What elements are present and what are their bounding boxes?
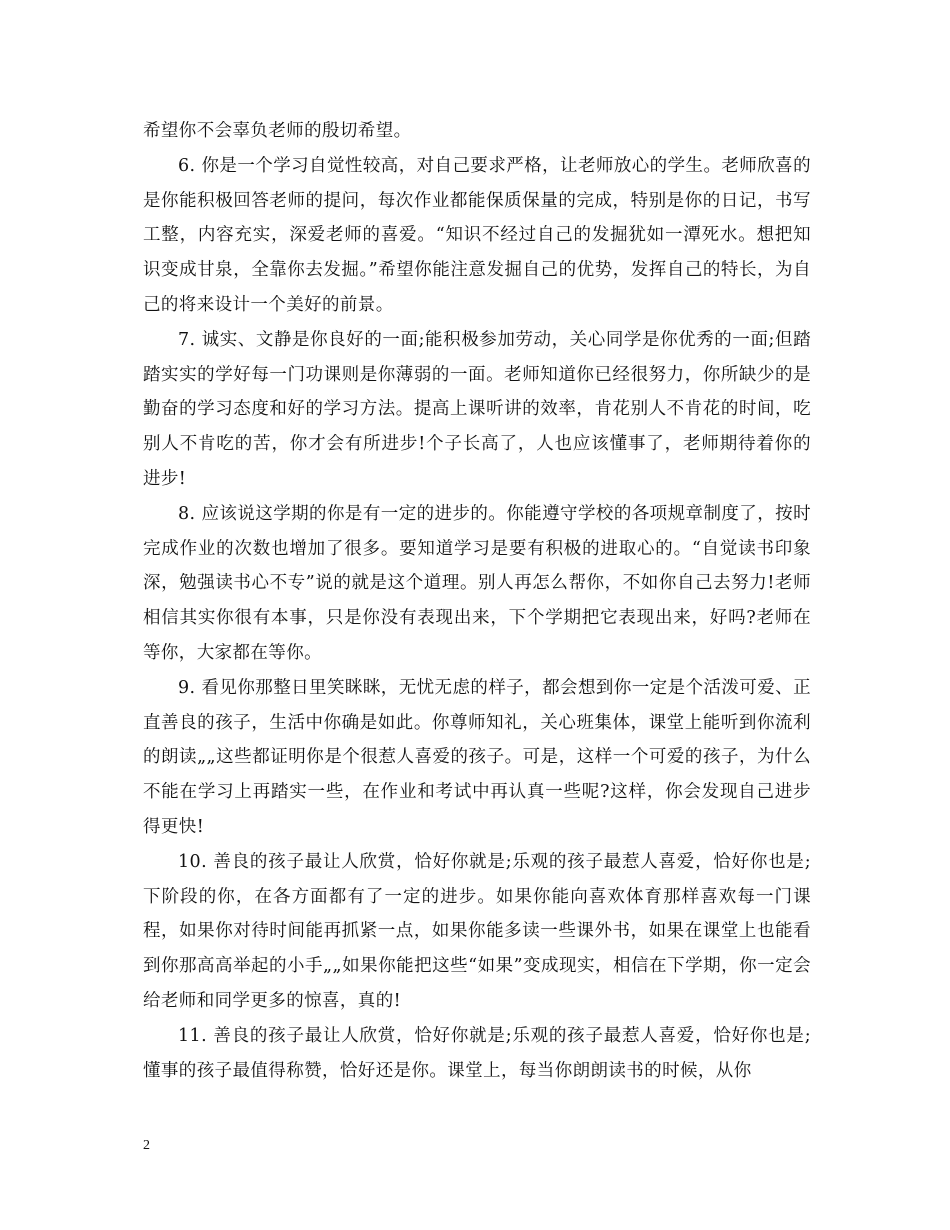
paragraph-6: 6. 你是一个学习自觉性较高，对自己要求严格，让老师放心的学生。老师欣喜的是你能积极回答老师的提问，每次作业都能保质保量的完成，特别是你的日记，书写工整，内容充实，深爱老师的喜爱。“知识不经过自己的发掘犹如一潭死水。想把知识变成甘泉，全靠你去发掘。”希望你能注意发掘自己的优势，发挥自己的特长，为自己的将来设计一个美好的前景。 [143, 155, 811, 315]
paragraph-11: 11. 善良的孩子最让人欣赏，恰好你就是;乐观的孩子最惹人喜爱，恰好你也是;懂事的孩子最值得称赞，恰好还是你。课堂上，每当你朗朗读书的时候，从你 [143, 1025, 811, 1081]
paragraph-continuation: 希望你不会辜负老师的殷切希望。 [143, 121, 412, 141]
document-body [143, 114, 811, 1088]
paragraph-7: 7. 诚实、文静是你良好的一面;能积极参加劳动，关心同学是你优秀的一面;但踏踏实实的学好每一门功课则是你薄弱的一面。老师知道你已经很努力，你所缺少的是勤奋的学习态度和好的学习方法。提高上课听讲的效率，肯花别人不肯花的时间，吃别人不肯吃的苦，你才会有所进步!个子长高了，人也应该懂事了，老师期待着你的进步! [143, 329, 811, 489]
paragraph-10: 10. 善良的孩子最让人欣赏，恰好你就是;乐观的孩子最惹人喜爱，恰好你也是;下阶段的你，在各方面都有了一定的进步。如果你能向喜欢体育那样喜欢每一门课程，如果你对待时间能再抓紧一点，如果你能多读一些课外书，如果在课堂上也能看到你那高高举起的小手„„如果你能把这些“如果”变成现实，相信在下学期，你一定会给老师和同学更多的惊喜，真的! [143, 851, 811, 1011]
page-number: 2 [143, 1138, 150, 1153]
paragraph-8: 8. 应该说这学期的你是有一定的进步的。你能遵守学校的各项规章制度了，按时完成作业的次数也增加了很多。要知道学习是要有积极的进取心的。“自觉读书印象深，勉强读书心不专”说的就是这个道理。别人再怎么帮你，不如你自己去努力!老师相信其实你很有本事，只是你没有表现出来，下个学期把它表现出来，好吗?老师在等你，大家都在等你。 [143, 503, 811, 663]
paragraph-9: 9. 看见你那整日里笑眯眯，无忧无虑的样子，都会想到你一定是个活泼可爱、正直善良的孩子，生活中你确是如此。你尊师知礼，关心班集体，课堂上能听到你流利的朗读„„这些都证明你是个很惹人喜爱的孩子。可是，这样一个可爱的孩子，为什么不能在学习上再踏实一些，在作业和考试中再认真一些呢?这样，你会发现自己进步得更快! [143, 677, 811, 837]
